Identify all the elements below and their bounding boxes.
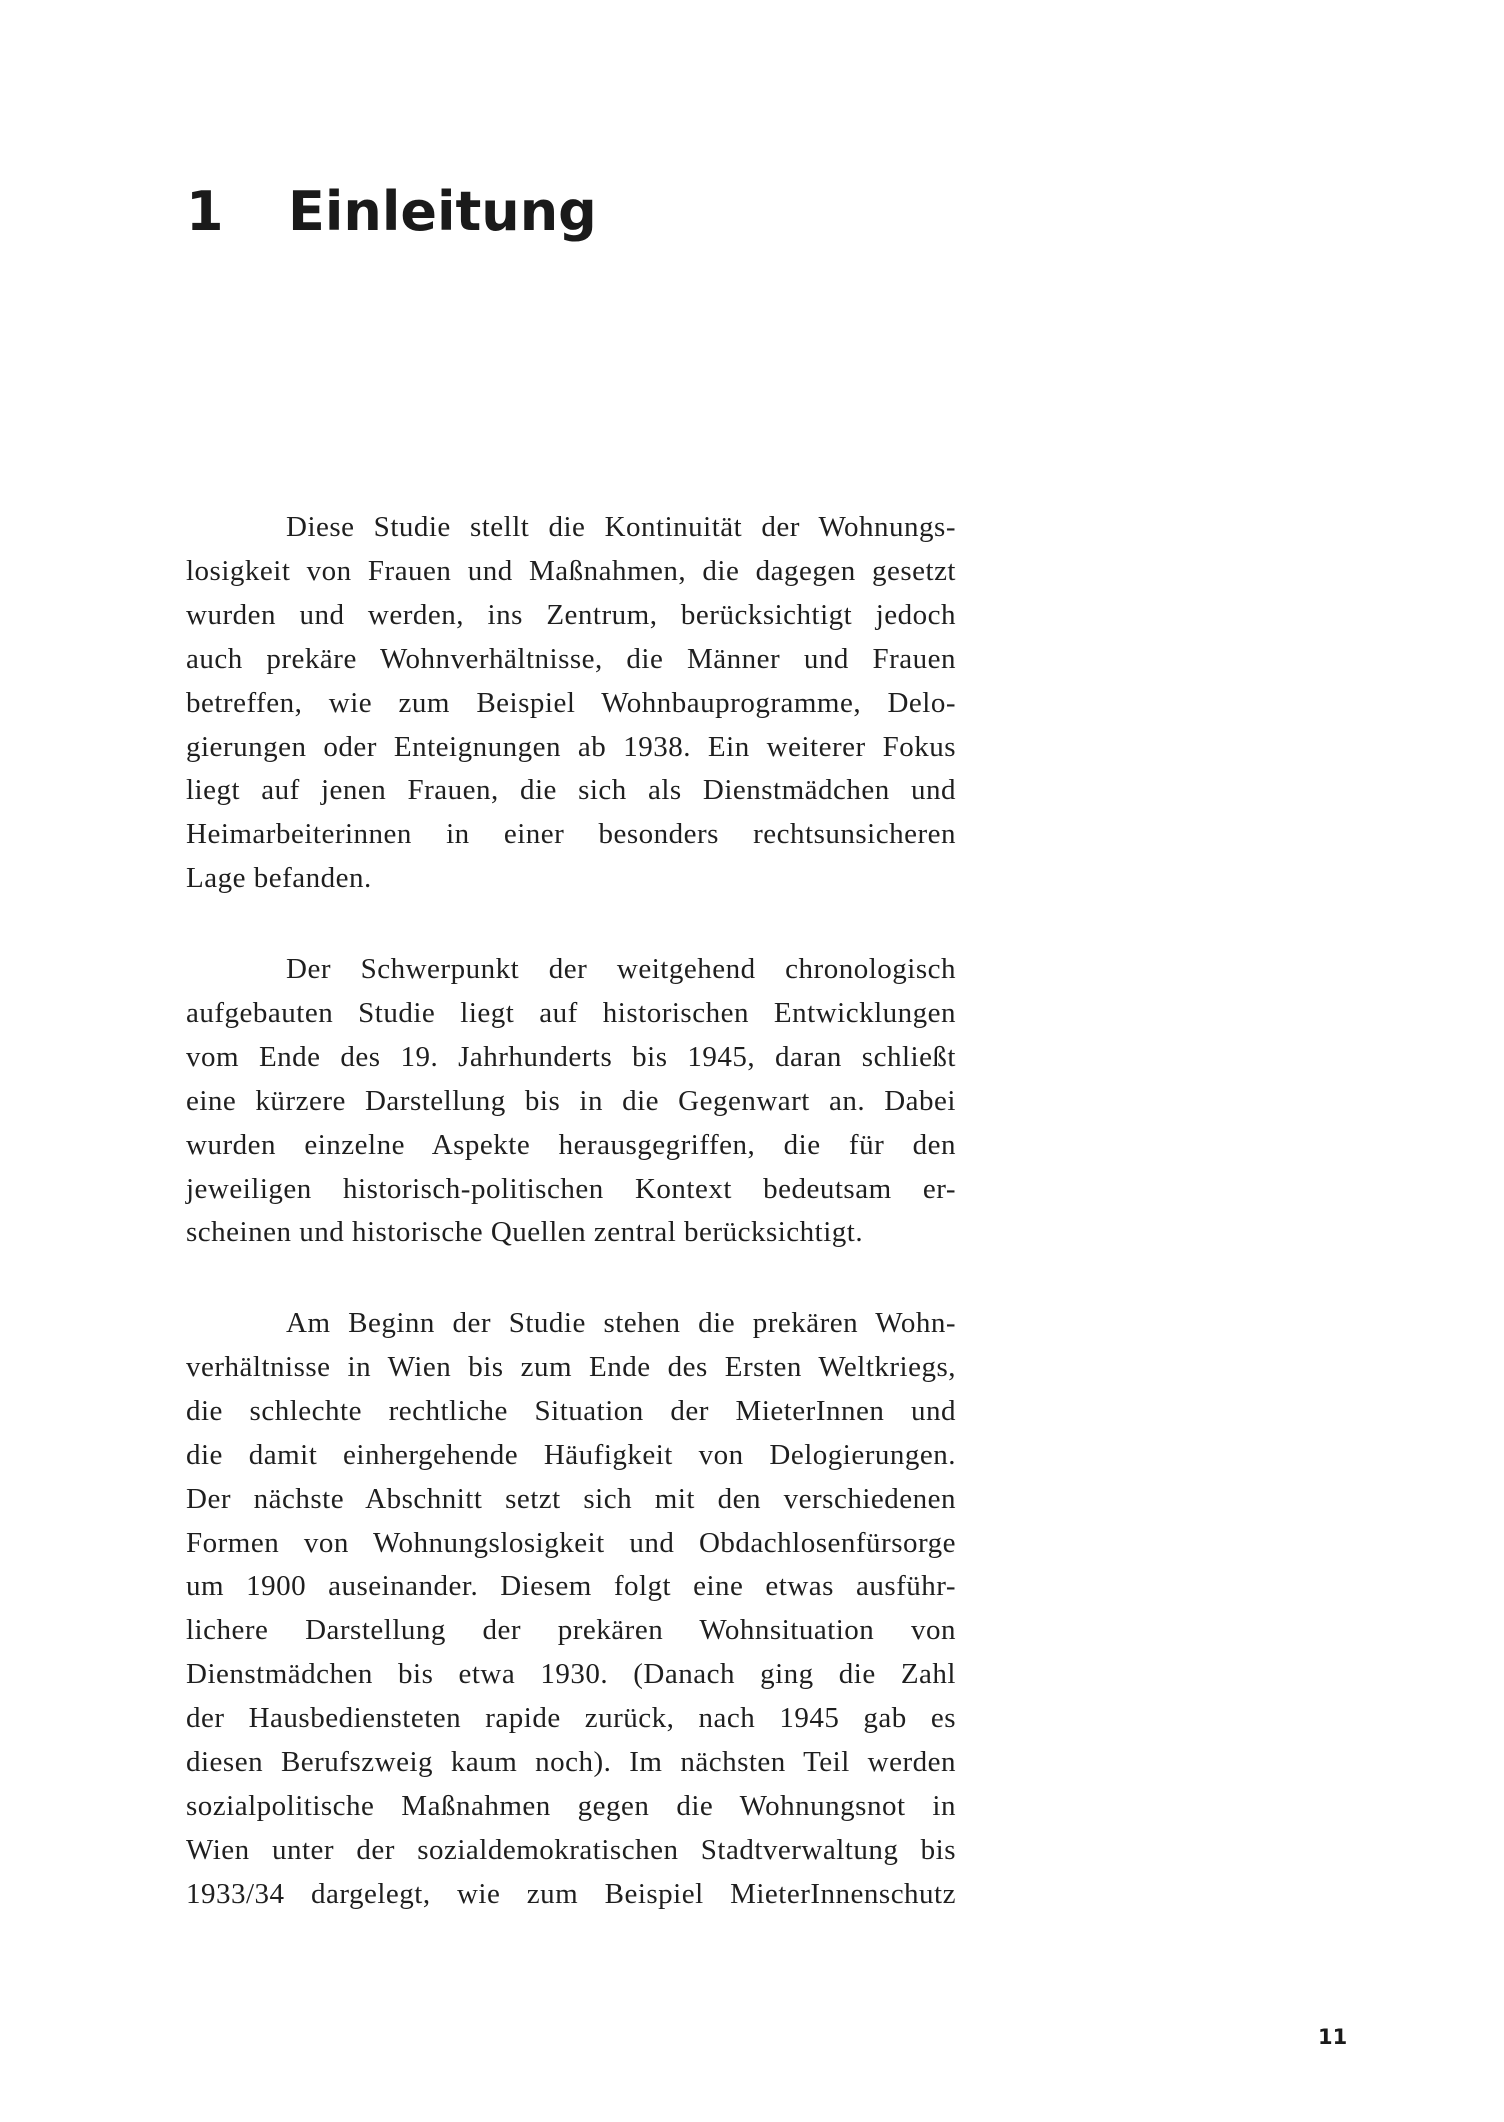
text-line: Dienstmädchen bis etwa 1930. (Danach ging die Zahl [186,1658,956,1691]
text-line: verhältnisse in Wien bis zum Ende des Ersten Weltkriegs, [186,1350,956,1383]
text-line: jeweiligen historisch-politischen Kontext bedeutsam er- [186,1172,956,1205]
text-line: der Hausbediensteten rapide zurück, nach 1945 gab es [186,1702,956,1735]
text-line: um 1900 auseinander. Diesem folgt eine etwas ausführ- [186,1570,956,1603]
text-line: 1933/34 dargelegt, wie zum Beispiel MieterInnenschutz [186,1877,956,1910]
chapter-number: 1 [186,180,224,243]
text-line: lichere Darstellung der prekären Wohnsituation von [186,1614,956,1647]
text-line: diesen Berufszweig kaum noch). Im nächsten Teil werden [186,1746,956,1779]
text-line: scheinen und historische Quellen zentral berücksichtigt. [186,1216,864,1249]
text-line: Der Schwerpunkt der weitgehend chronologisch [286,953,956,985]
text-line: sozialpolitische Maßnahmen gegen die Wohnungsnot in [186,1789,956,1822]
paragraph-3 [186,1302,956,1917]
text-line: Lage befanden. [186,862,372,895]
chapter-title: Einleitung [288,180,597,243]
page-number: 11 [1318,2025,1348,2049]
text-line: Diese Studie stellt die Kontinuität der Wohnungs- [286,511,956,543]
text-line: eine kürzere Darstellung bis in die Gegenwart an. Dabei [186,1084,956,1117]
text-line: Wien unter der sozialdemokratischen Stadtverwaltung bis [186,1833,956,1866]
text-line: gierungen oder Enteignungen ab 1938. Ein weiterer Fokus [186,730,956,763]
text-line: die schlechte rechtliche Situation der MieterInnen und [186,1394,956,1427]
text-line: Formen von Wohnungslosigkeit und Obdachlosenfürsorge [186,1526,956,1559]
text-line: die damit einhergehende Häufigkeit von Delogierungen. [186,1438,956,1471]
text-line: aufgebauten Studie liegt auf historischen Entwicklungen [186,996,956,1029]
text-line: Heimarbeiterinnen in einer besonders rechtsunsicheren [186,818,956,851]
text-line: wurden und werden, ins Zentrum, berücksichtigt jedoch [186,598,956,631]
text-line: Am Beginn der Studie stehen die prekären Wohn- [286,1307,956,1339]
text-line: Der nächste Abschnitt setzt sich mit den verschiedenen [186,1482,956,1515]
paragraph-2 [186,948,956,1255]
text-line: wurden einzelne Aspekte herausgegriffen, die für den [186,1128,956,1161]
text-line: losigkeit von Frauen und Maßnahmen, die dagegen gesetzt [186,554,956,587]
paragraph-1 [186,506,956,901]
chapter-heading [186,176,597,248]
text-line: liegt auf jenen Frauen, die sich als Dienstmädchen und [186,774,956,807]
text-line: vom Ende des 19. Jahrhunderts bis 1945, daran schließt [186,1040,956,1073]
text-line: auch prekäre Wohnverhältnisse, die Männer und Frauen [186,642,956,675]
text-line: betreffen, wie zum Beispiel Wohnbauprogramme, Delo- [186,686,956,719]
